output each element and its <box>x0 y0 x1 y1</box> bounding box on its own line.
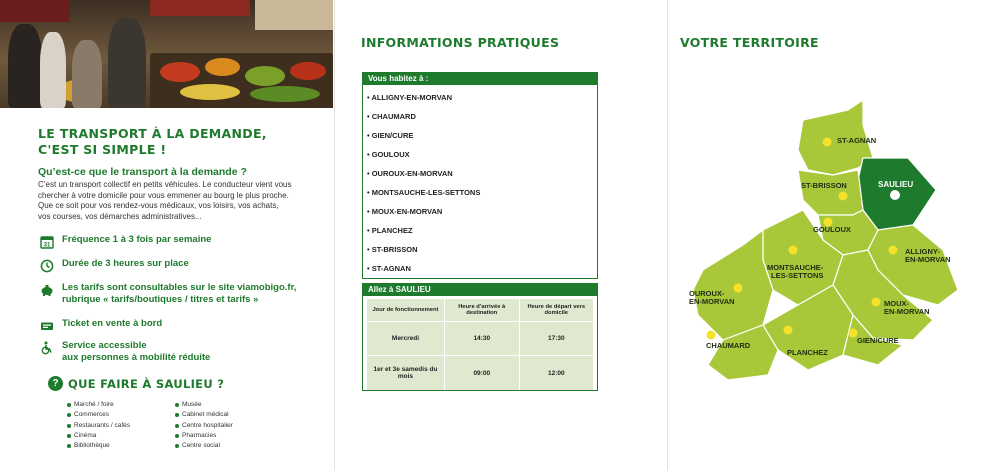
label-montsauche-1: MONTSAUCHE- <box>767 263 824 272</box>
que-faire-heading <box>48 376 224 391</box>
label-ouroux-2: EN-MORVAN <box>689 297 735 306</box>
service-item: Cabinet médical <box>175 410 233 420</box>
town-dot <box>707 331 716 340</box>
service-item: Centre hospitalier <box>175 421 233 431</box>
feature-frequency <box>40 234 211 249</box>
tad-title <box>38 126 298 158</box>
feature-accessibility <box>40 340 210 363</box>
allez-header: Allez à SAULIEU <box>363 284 597 296</box>
clock-icon <box>40 259 54 273</box>
schedule-header: Heure d’arrivée à destination <box>445 299 519 321</box>
schedule-departure: 12:00 <box>520 356 593 390</box>
market-photo <box>0 0 333 108</box>
town-dot <box>734 284 743 293</box>
commune-item: • ST-BRISSON <box>367 245 418 254</box>
produce <box>245 66 285 86</box>
feature-text: Durée de 3 heures sur place <box>62 258 189 269</box>
schedule-day: Mercredi <box>367 322 444 355</box>
label-gien: GIEN/CURE <box>857 336 899 345</box>
right-panel <box>667 0 1000 470</box>
territory-title: VOTRE TERRITOIRE <box>680 35 819 50</box>
schedule-departure: 17:30 <box>520 322 593 355</box>
feature-text: Ticket en vente à bord <box>62 318 163 329</box>
left-panel <box>0 0 333 470</box>
region-st-brisson <box>798 170 863 215</box>
town-dot <box>789 246 798 255</box>
commune-item: • GOULOUX <box>367 150 410 159</box>
region-ouroux <box>693 230 773 340</box>
saulieu-dot <box>890 190 900 200</box>
tad-title-line1: LE TRANSPORT À LA DEMANDE, <box>38 126 267 141</box>
label-st-agnan: ST-AGNAN <box>837 136 877 145</box>
schedule-row <box>367 356 593 390</box>
commune-item: • GIEN/CURE <box>367 131 414 140</box>
label-montsauche-2: LES-SETTONS <box>771 271 824 280</box>
service-item: Musée <box>175 400 233 410</box>
schedule-header-row <box>367 299 593 321</box>
service-item: Commerces <box>67 410 130 420</box>
town-dot <box>823 138 832 147</box>
label-moux-1: MOUX- <box>884 299 909 308</box>
commune-item: • MOUX-EN-MORVAN <box>367 207 443 216</box>
calendar-icon <box>40 235 54 249</box>
person-silhouette <box>40 32 66 108</box>
commune-item: • MONTSAUCHE-LES-SETTONS <box>367 188 481 197</box>
awning <box>0 0 70 22</box>
feature-ticket <box>40 318 162 333</box>
label-gouloux: GOULOUX <box>813 225 851 234</box>
feature-text: Fréquence 1 à 3 fois par semaine <box>62 234 212 245</box>
label-alligny-2: EN-MORVAN <box>905 255 951 264</box>
services-col1 <box>67 400 130 451</box>
middle-panel <box>334 0 667 470</box>
awning <box>255 0 333 30</box>
service-item: Marché / foire <box>67 400 130 410</box>
person-silhouette <box>108 18 146 108</box>
tad-title-line2: C'EST SI SIMPLE ! <box>38 142 167 157</box>
schedule-arrival: 14:30 <box>445 322 519 355</box>
town-dot <box>889 246 898 255</box>
town-dot <box>839 192 848 201</box>
services-col2 <box>175 400 233 451</box>
schedule-header: Heure de départ vers domicile <box>520 299 593 321</box>
produce <box>290 62 326 80</box>
service-item: Restaurants / cafés <box>67 421 130 431</box>
question-body: C’est un transport collectif en petits véhicules. Le conducteur vient vous chercher à votre domicile pour vous emmener au bourg le plus proche. Que ce soit pour vos rendez-vous médicaux, vos loisirs, vos achats, vos courses, vos démarches administratives... <box>38 180 292 221</box>
question-icon: ? <box>48 376 63 391</box>
info-title: INFORMATIONS PRATIQUES <box>361 35 560 50</box>
feature-duration <box>40 258 189 273</box>
produce <box>160 62 200 82</box>
ticket-icon <box>40 319 54 333</box>
town-dot <box>784 326 793 335</box>
person-silhouette <box>8 24 42 108</box>
schedule-day: 1er et 3e samedis du mois <box>367 356 444 390</box>
calendar-number: 31 <box>43 242 51 249</box>
service-item: Bibliothèque <box>67 441 130 451</box>
label-st-brisson: ST-BRISSON <box>801 181 847 190</box>
habitez-box <box>362 72 598 279</box>
label-saulieu: SAULIEU <box>878 180 914 189</box>
produce <box>205 58 240 76</box>
service-item: Pharmacies <box>175 431 233 441</box>
schedule-header: Jour de fonctionnement <box>367 299 444 321</box>
service-item: Cinéma <box>67 431 130 441</box>
person-silhouette <box>72 40 102 108</box>
label-alligny-1: ALLIGNY- <box>905 247 940 256</box>
feature-text: Les tarifs sont consultables sur le site viamobigo.fr, <box>62 282 297 293</box>
wheelchair-icon <box>40 341 54 355</box>
produce <box>180 84 240 100</box>
schedule-row <box>367 322 593 355</box>
piggy-bank-icon <box>40 283 54 297</box>
awning <box>150 0 250 16</box>
label-planchez: PLANCHEZ <box>787 348 828 357</box>
territory-map <box>668 90 1000 390</box>
schedule-table <box>366 298 594 391</box>
habitez-header: Vous habitez à : <box>363 73 597 85</box>
feature-text: Service accessible <box>62 340 147 351</box>
commune-item: • PLANCHEZ <box>367 226 413 235</box>
feature-pricing <box>40 282 296 305</box>
label-ouroux-1: OUROUX- <box>689 289 725 298</box>
town-dot <box>872 298 881 307</box>
label-moux-2: EN-MORVAN <box>884 307 930 316</box>
feature-text-line2: rubrique « tarifs/boutiques / titres et tarifs » <box>62 293 259 305</box>
commune-item: • ST-AGNAN <box>367 264 411 273</box>
service-item: Centre social <box>175 441 233 451</box>
commune-item: • OUROUX-EN-MORVAN <box>367 169 453 178</box>
schedule-arrival: 09:00 <box>445 356 519 390</box>
feature-text-line2: aux personnes à mobilité réduite <box>62 351 211 363</box>
produce <box>250 86 320 102</box>
commune-item: • CHAUMARD <box>367 112 416 121</box>
allez-box <box>362 283 598 391</box>
question-title: Qu’est-ce que le transport à la demande ? <box>38 166 247 178</box>
que-faire-title: QUE FAIRE À SAULIEU ? <box>68 376 225 391</box>
commune-item: • ALLIGNY-EN-MORVAN <box>367 93 452 102</box>
label-chaumard: CHAUMARD <box>706 341 751 350</box>
